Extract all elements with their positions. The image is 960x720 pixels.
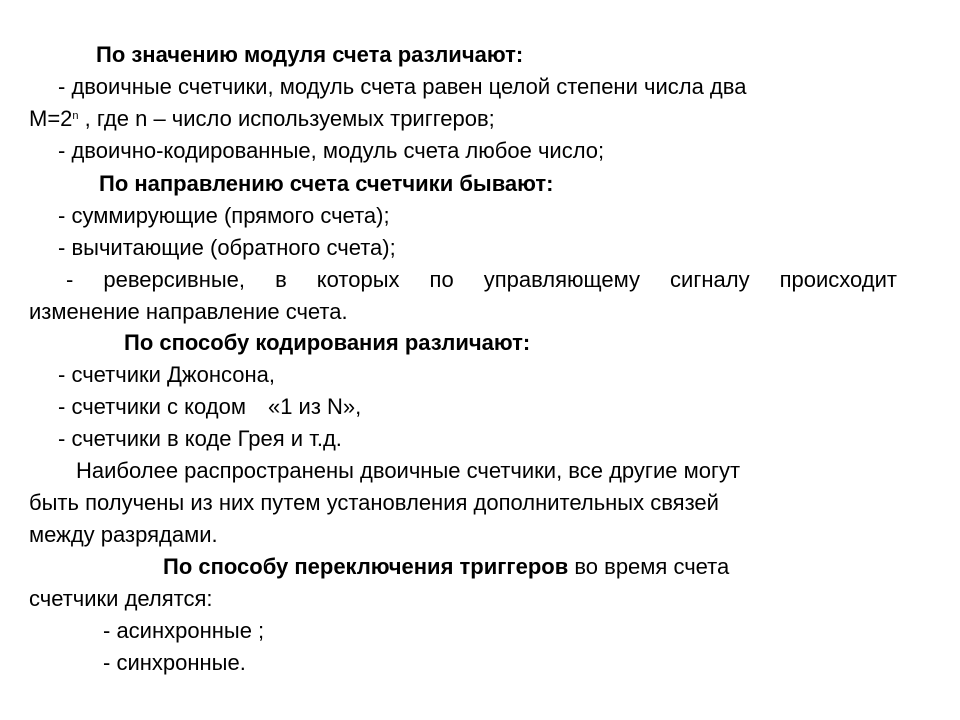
heading-value: По значению модуля счета различают:	[96, 42, 524, 67]
item-reversible-line2: изменение направление счета.	[29, 299, 348, 324]
switching-line2: счетчики делятся:	[29, 586, 213, 611]
item-reversible-line1: - реверсивные, в которых по управляющему сигналу происходит	[66, 267, 897, 292]
item-bcd: - двоично-кодированные, модуль счета любое число;	[58, 138, 605, 163]
item-one-of-n-prefix: - счетчики с кодом	[58, 394, 246, 419]
item-binary-line2	[29, 106, 495, 136]
item-one-of-n-code: «1 из N»,	[267, 394, 362, 419]
heading-switching	[163, 554, 729, 580]
item-subtracting: - вычитающие (обратного счета);	[58, 235, 396, 260]
paragraph-line2: быть получены из них путем установления дополнительных связей	[29, 490, 719, 515]
paragraph-line1: Наиболее распространены двоичные счетчики, все другие могут	[76, 458, 741, 483]
item-summing: - суммирующие (прямого счета);	[58, 203, 390, 228]
formula-base: М=2	[29, 106, 73, 131]
item-binary-line2-rest: , где n – число используемых триггеров;	[78, 106, 495, 131]
item-sync: - синхронные.	[103, 650, 246, 675]
item-gray: - счетчики в коде Грея и т.д.	[58, 426, 342, 451]
item-johnson: - счетчики Джонсона,	[58, 362, 275, 387]
heading-direction: По направлению счета счетчики бывают:	[99, 171, 554, 196]
paragraph-line3: между разрядами.	[29, 522, 218, 547]
heading-coding: По способу кодирования различают:	[124, 330, 531, 355]
item-binary-line1: - двоичные счетчики, модуль счета равен целой степени числа два	[58, 74, 747, 99]
item-one-of-n	[58, 394, 361, 420]
heading-switching-bold: По способу переключения триггеров	[163, 554, 569, 579]
formula-exponent: n	[72, 110, 79, 122]
heading-switching-rest: во время счета	[568, 554, 730, 579]
item-async: - асинхронные ;	[103, 618, 265, 643]
